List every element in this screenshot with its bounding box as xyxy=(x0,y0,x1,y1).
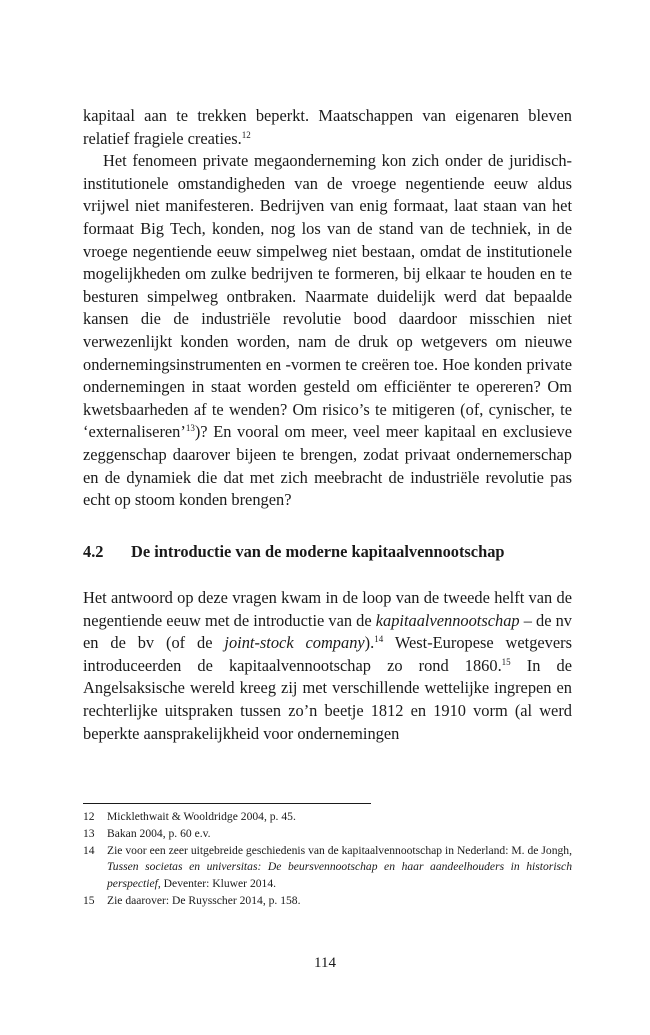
section-heading xyxy=(83,540,572,564)
footnote-14 xyxy=(83,843,572,893)
footnote-text: Micklethwait & Wooldridge 2004, p. 45. xyxy=(107,810,296,823)
footnote-number: 15 xyxy=(83,893,95,907)
footnote-number: 14 xyxy=(83,843,95,857)
footnote-text: Zie daarover: De Ruysscher 2014, p. 158. xyxy=(107,893,301,907)
footnote-divider xyxy=(83,803,371,804)
footnotes xyxy=(83,809,572,910)
footnote-ref-13[interactable]: 13 xyxy=(185,423,195,434)
paragraph-1: kapitaal aan te trekken beperkt. Maatschappen van eigenaren bleven relatief fragiele creaties.$^{12}$ xyxy=(83,106,572,148)
footnote-number: 12 xyxy=(83,810,95,823)
footnote-13 xyxy=(83,826,572,843)
footnote-15 xyxy=(83,893,572,910)
footnote-12 xyxy=(83,809,572,826)
footnote-ref-14[interactable]: 14 xyxy=(374,634,384,645)
footnote-text: Zie voor een zeer uitgebreide geschiedenis van de kapitaalvennootschap in Nederland: M. de Jongh, Tussen societas en universitas: De beursvennootschap en haar aandeelhouders in historisch perspectief, Deventer: Kluwer 2014. xyxy=(107,843,572,891)
footnote-ref-15[interactable]: 15 xyxy=(501,656,511,667)
paragraph-3: Het antwoord op deze vragen kwam in de loop van de tweede helft van de negentiende eeuw met de introductie van de kapitaalvennootschap – de nv en de bv (of de joint-stock company).$^{14}$ West-Europese wetgevers introduceerden de kapitaalvennootschap zo rond 1860.15 In de Angelsaksische wereld kreeg zij met verschillende wettelijke ingrepen en rechterlijke uitspraken tussen zo’n beetje 1812 en 1910 vorm (al werd beperkte aansprakelijkheid voor ondernemingen xyxy=(83,588,572,743)
footnote-ref-12[interactable]: 12 xyxy=(241,129,251,140)
page-number: 114 xyxy=(314,955,336,971)
paragraph-2: Het fenomeen private megaonderneming kon zich onder de juridisch-institutionele omstandigheden van de vroege negentiende eeuw aldus vrijwel niet manifesteren. Bedrijven van enig formaat, laat staan van het formaat Big Tech, konden, nog los van de stand van de techniek, in de vroege negentiende eeuw simpelweg niet bestaan, omdat de institutionele mogelijkheden om zulke bedrijven te formeren, bij elkaar te houden en te besturen simpelweg ontbraken. Naarmate duidelijk werd dat bepaalde kansen die de industriële revolutie bood daardoor misschien niet verwezenlijkt konden worden, nam de druk op wetgevers om nieuwe ondernemingsinstrumenten en -vormen te creëren toe. Hoe konden private ondernemingen in staat worden gesteld om efficiënter te opereren? Om kwetsbaarheden af te wenden? Om risico’s te mitigeren (of, cynischer, te ‘externaliseren’$^{13}$)? En vooral om meer, veel meer kapitaal en exclusieve zeggenschap daarover bijeen te brengen, zodat privaat ondernemerschap en de dynamiek die dat met zich meebracht de industriële revolutie pas echt op stoom konden brengen? xyxy=(83,151,572,510)
body-text-section xyxy=(83,587,572,745)
footnote-text: Bakan 2004, p. 60 e.v. xyxy=(107,826,211,840)
body-text-top xyxy=(83,105,572,512)
footnote-number: 13 xyxy=(83,826,95,840)
section-title: De introductie van de moderne kapitaalvennootschap xyxy=(131,542,505,561)
section-number: 4.2 xyxy=(83,542,104,561)
